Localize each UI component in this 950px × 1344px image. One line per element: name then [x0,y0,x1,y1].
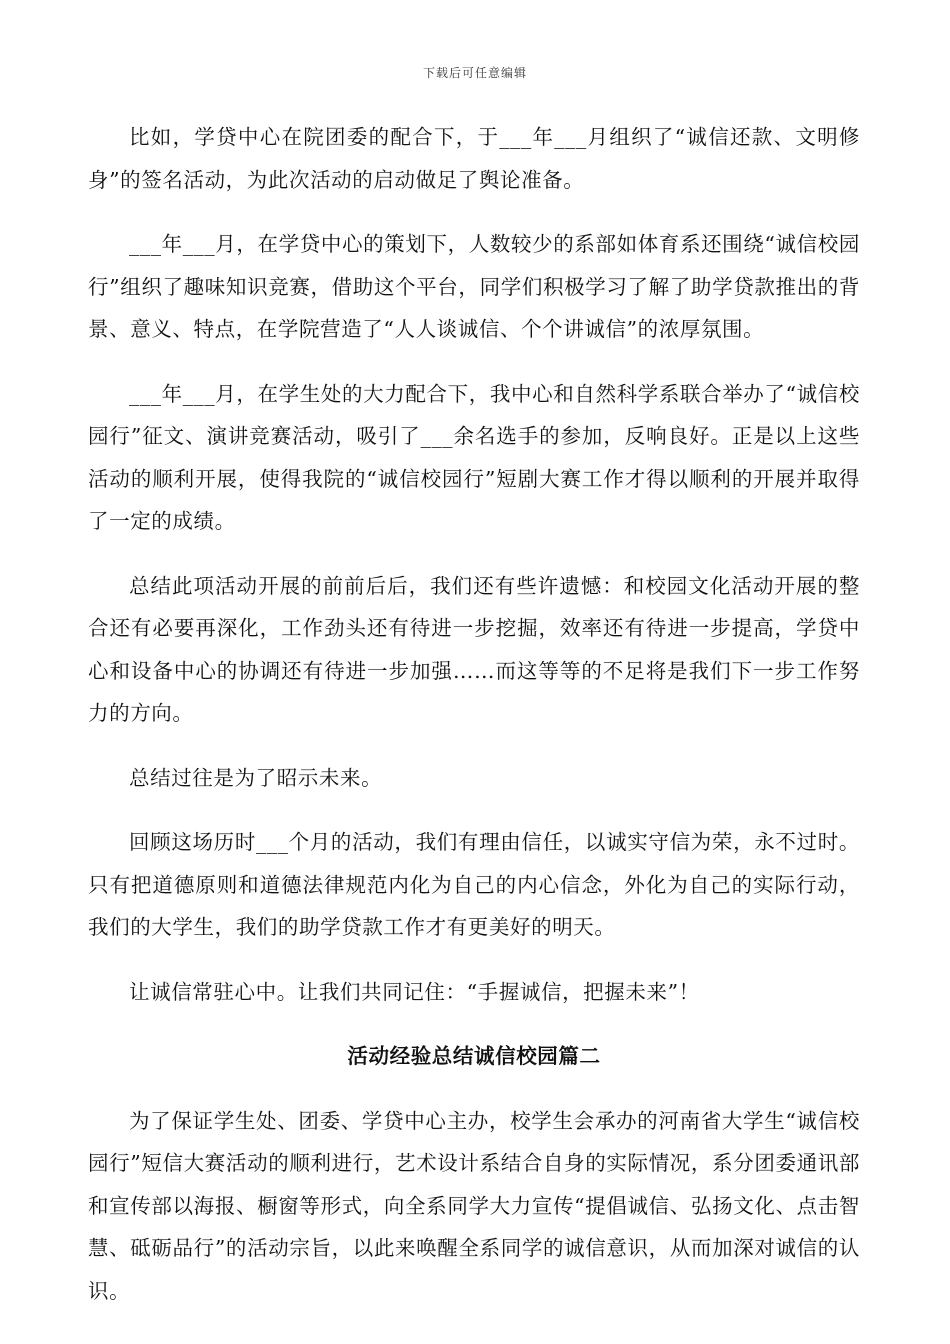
paragraph: 为了保证学生处、团委、学贷中心主办，校学生会承办的河南省大学生“诚信校园行”短信大赛活动的顺利进行，艺术设计系结合自身的实际情况，系分团委通讯部和宣传部以海报、橱窗等形式，向全系同学大力宣传“提倡诚信、弘扬文化、点击智慧、砥砺品行”的活动宗旨，以此来唤醒全系同学的诚信意识，从而加深对诚信的认识。 [88,1108,860,1303]
paragraph: 比如，学贷中心在院团委的配合下，于___年___月组织了“诚信还款、文明修身”的签名活动，为此次活动的启动做足了舆论准备。 [88,125,860,192]
paragraph: 让诚信常驻心中。让我们共同记住：“手握诚信，把握未来”！ [129,979,700,1004]
document-body [88,116,860,1334]
paragraph: 回顾这场历时___个月的活动，我们有理由信任，以诚实守信为荣，永不过时。只有把道德原则和道德法律规范内化为自己的内心信念，外化为自己的实际行动，我们的大学生，我们的助学贷款工作才有更美好的明天。 [88,830,860,939]
paragraph: ___年___月，在学生处的大力配合下，我中心和自然科学系联合举办了“诚信校园行”征文、演讲竞赛活动，吸引了___余名选手的参加，反响良好。正是以上这些活动的顺利开展，使得我院的“诚信校园行”短剧大赛工作才得以顺利的开展并取得了一定的成绩。 [88,381,860,533]
section-title: 活动经验总结诚信校园篇二 [347,1044,601,1068]
paragraph: 总结过往是为了昭示未来。 [129,765,383,790]
paragraph: ___年___月，在学贷中心的策划下，人数较少的系部如体育系还围绕“诚信校园行”组织了趣味知识竞赛，借助这个平台，同学们积极学习了解了助学贷款推出的背景、意义、特点，在学院营造了“人人谈诚信、个个讲诚信”的浓厚氛围。 [88,232,860,341]
page-header: 下载后可任意编辑 [422,66,527,80]
paragraph: 总结此项活动开展的前前后后，我们还有些许遗憾：和校园文化活动开展的整合还有必要再深化，工作劲头还有待进一步挖掘，效率还有待进一步提高，学贷中心和设备中心的协调还有待进一步加强……而这等等的不足将是我们下一步工作努力的方向。 [88,573,860,725]
